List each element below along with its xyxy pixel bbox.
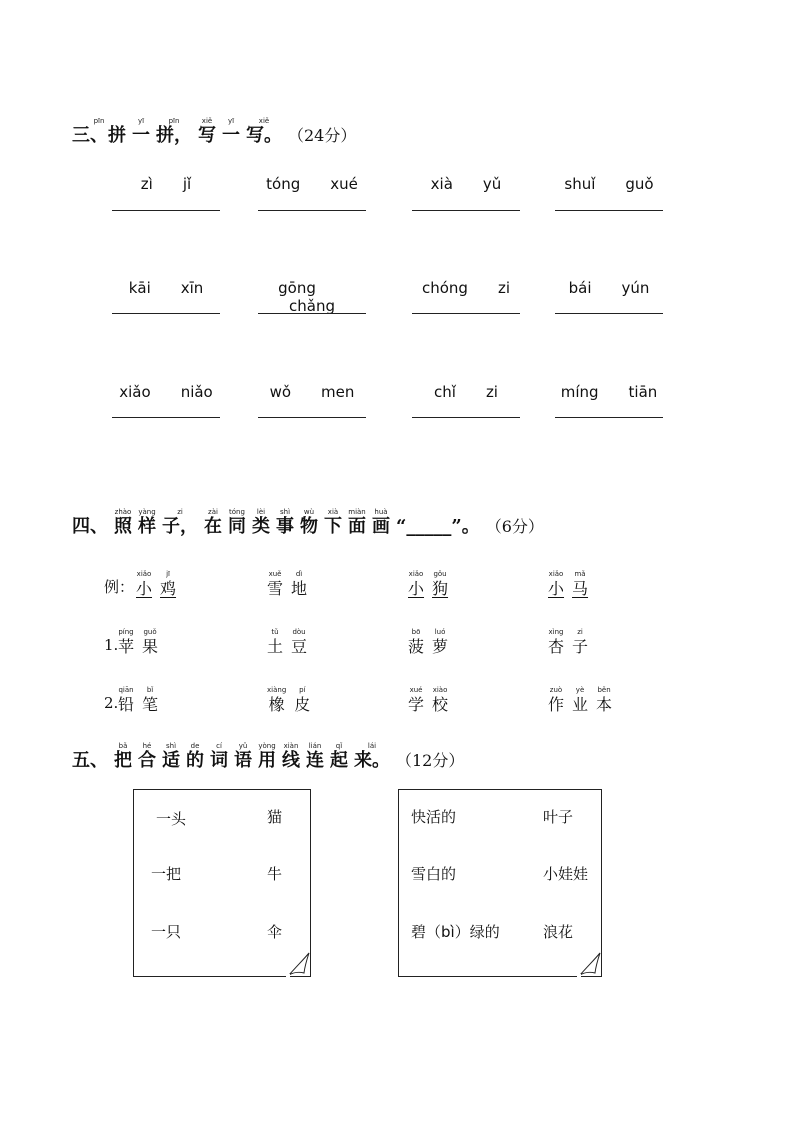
writing-line: [258, 210, 366, 211]
word-char: [294, 686, 310, 715]
hanzi-character: 皮: [294, 695, 311, 714]
pinyin-syllable: yún: [621, 279, 650, 297]
title-char: [324, 508, 342, 537]
title-char: [132, 117, 150, 146]
row-label-text: 2.: [104, 694, 119, 712]
hanzi-character: 菠: [408, 637, 425, 656]
pinyin-word: [258, 175, 366, 193]
match-word: 一头: [156, 810, 187, 828]
pinyin-syllable: zi: [497, 279, 510, 297]
title-char: [306, 742, 324, 771]
hanzi-character: 地: [291, 579, 308, 598]
hanzi-character: 杏: [548, 637, 565, 656]
word-group: [408, 686, 456, 715]
title-char: [114, 742, 132, 771]
word-char: [142, 628, 158, 657]
pinyin-syllable: tóng: [266, 175, 301, 193]
hanzi-character: 样: [138, 516, 156, 537]
pinyin-annotation: běn: [597, 686, 611, 694]
pinyin-annotation: miàn: [348, 508, 366, 516]
writing-line: [112, 417, 220, 418]
writing-line: [258, 417, 366, 418]
pinyin-syllable: men: [321, 383, 355, 401]
pinyin-annotation: qiān: [118, 686, 134, 694]
word-char: [572, 686, 588, 715]
hanzi-character: 业: [572, 695, 589, 714]
hanzi-character: 橡: [268, 695, 285, 714]
pinyin-annotation: huà: [374, 508, 388, 516]
hanzi-character: 子，: [162, 516, 198, 537]
page-curl-icon: [577, 950, 603, 978]
title-char: [222, 117, 240, 146]
word-group: [118, 628, 166, 657]
hanzi-character: 豆: [291, 637, 308, 656]
pinyin-word: [112, 175, 220, 193]
pinyin-annotation: xiǎo: [136, 570, 152, 578]
title-char: [138, 742, 156, 771]
writing-line: [112, 313, 220, 314]
page-curl-icon: [286, 950, 312, 978]
row-label: [104, 635, 118, 655]
pinyin-word: [258, 383, 366, 401]
pinyin-spacer: [486, 508, 544, 517]
match-word: 碧（bì）绿的: [411, 923, 500, 941]
pinyin-syllable: xué: [330, 175, 358, 193]
pinyin-syllable: shuǐ: [564, 175, 596, 193]
title-char: [228, 508, 246, 537]
pinyin-annotation: hé: [142, 742, 152, 750]
section4-title: [72, 508, 550, 537]
title-char: [372, 508, 390, 537]
pinyin-annotation: píng: [118, 628, 134, 636]
word-char: [408, 686, 424, 715]
pinyin-annotation: yè: [575, 686, 585, 694]
title-suffix: [396, 508, 480, 537]
score-label-text: （12分）: [396, 751, 465, 770]
word-char: [432, 570, 448, 599]
word-char: [267, 628, 283, 657]
title-char: [156, 117, 192, 146]
pinyin-annotation: xiǎo: [548, 570, 564, 578]
pinyin-annotation: yī: [137, 117, 145, 125]
pinyin-annotation: pí: [299, 686, 306, 694]
hanzi-character: 的: [186, 750, 204, 771]
pinyin-annotation: xià: [327, 508, 339, 516]
pinyin-annotation: yòng: [258, 742, 276, 750]
section3-title: [72, 117, 362, 146]
pinyin-word: [555, 175, 663, 193]
pinyin-annotation: zi: [177, 508, 183, 516]
pinyin-annotation: xiě: [258, 117, 270, 125]
word-char: [291, 570, 307, 599]
section5-title: [72, 742, 470, 771]
hanzi-character: 面: [348, 516, 366, 537]
hanzi-character: 画: [372, 516, 390, 537]
pinyin-annotation: bō: [411, 628, 421, 636]
match-word: 叶子: [543, 808, 574, 826]
title-char: [198, 117, 216, 146]
word-char: [408, 628, 424, 657]
pinyin-syllable: niǎo: [180, 383, 213, 401]
hanzi-character: 三、拼: [72, 125, 126, 146]
word-group: [136, 570, 184, 599]
writing-line: [412, 313, 520, 314]
title-char: [348, 508, 366, 537]
pinyin-word: [112, 279, 220, 297]
match-word: 一只: [151, 923, 182, 941]
pinyin-annotation: de: [190, 742, 200, 750]
pinyin-annotation: luó: [434, 628, 446, 636]
row-label: [104, 693, 118, 713]
hanzi-character: 来。: [354, 750, 390, 771]
score-label-text: （6分）: [485, 517, 544, 536]
hanzi-character: 小: [136, 579, 153, 598]
hanzi-character: 类: [252, 516, 270, 537]
title-char: [162, 508, 198, 537]
pinyin-annotation: xiàng: [267, 686, 287, 694]
score-label: [486, 508, 544, 537]
title-char: [72, 117, 126, 146]
pinyin-word: [555, 279, 663, 297]
pinyin-syllable: bái: [568, 279, 592, 297]
pinyin-syllable: míng: [560, 383, 599, 401]
pinyin-annotation: xiàn: [283, 742, 299, 750]
pinyin-spacer: [396, 742, 464, 751]
hanzi-character: 拼，: [156, 125, 192, 146]
hanzi-character: 果: [142, 637, 159, 656]
word-char: [596, 686, 612, 715]
pinyin-annotation: yàng: [138, 508, 156, 516]
hanzi-character: 铅: [118, 695, 135, 714]
hanzi-character: 合: [138, 750, 156, 771]
pinyin-annotation: guǒ: [143, 628, 157, 636]
word-char: [267, 686, 286, 715]
pinyin-word: [412, 175, 520, 193]
word-group: [548, 570, 596, 599]
pinyin-annotation: tóng: [229, 508, 245, 516]
word-group: [267, 570, 315, 599]
score-label: [288, 117, 356, 146]
pinyin-syllable: chóng: [421, 279, 468, 297]
pinyin-word: [555, 383, 663, 401]
hanzi-character: 在: [204, 516, 222, 537]
pinyin-annotation: yǔ: [238, 742, 248, 750]
match-word: 浪花: [543, 923, 574, 941]
hanzi-character: 鸡: [160, 579, 177, 598]
match-word: 小娃娃: [543, 865, 589, 883]
pinyin-annotation: zi: [577, 628, 583, 636]
hanzi-character: 萝: [432, 637, 449, 656]
pinyin-syllable: xiǎo: [119, 383, 151, 401]
pinyin-word: [258, 279, 366, 315]
pinyin-annotation: xiào: [432, 686, 448, 694]
word-char: [136, 570, 152, 599]
pinyin-syllable: kāi: [128, 279, 151, 297]
title-char: [114, 508, 132, 537]
writing-line: [258, 313, 366, 314]
hanzi-character: 照: [114, 516, 132, 537]
hanzi-character: 物: [300, 516, 318, 537]
pinyin-spacer: [288, 117, 356, 126]
title-char: [204, 508, 222, 537]
pinyin-annotation: zhào: [114, 508, 132, 516]
hanzi-character: 子: [572, 637, 589, 656]
pinyin-syllable: chǎng: [289, 297, 335, 315]
pinyin-syllable: wǒ: [269, 383, 292, 401]
pinyin-annotation: bǎ: [118, 742, 128, 750]
hanzi-character: 一: [132, 125, 150, 146]
row-label-text: 例：: [104, 578, 135, 596]
title-char: [354, 742, 390, 771]
word-char: [548, 686, 564, 715]
title-char: [210, 742, 228, 771]
pinyin-annotation: tǔ: [271, 628, 279, 636]
pinyin-annotation: wù: [303, 508, 315, 516]
word-group: [267, 686, 318, 715]
pinyin-annotation: jī: [166, 570, 170, 578]
hanzi-character: 把: [114, 750, 132, 771]
word-group: [118, 686, 166, 715]
pinyin-annotation: lèi: [256, 508, 266, 516]
pinyin-syllable: xīn: [180, 279, 204, 297]
pinyin-annotation: lái: [367, 742, 377, 750]
hanzi-character: 校: [432, 695, 449, 714]
pinyin-annotation: dòu: [292, 628, 306, 636]
title-char: [276, 508, 294, 537]
hanzi-character: 连: [306, 750, 324, 771]
word-char: [572, 628, 588, 657]
pinyin-syllable: chǐ: [434, 383, 456, 401]
word-char: [267, 570, 283, 599]
pinyin-annotation: shì: [165, 742, 177, 750]
word-group: [408, 628, 456, 657]
word-group: [408, 570, 456, 599]
pinyin-annotation: zuò: [549, 686, 563, 694]
writing-line: [555, 313, 663, 314]
hanzi-character: 马: [572, 579, 589, 598]
hanzi-character: 笔: [142, 695, 159, 714]
writing-line: [555, 417, 663, 418]
hanzi-character: 起: [330, 750, 348, 771]
word-char: [408, 570, 424, 599]
word-group: [548, 686, 620, 715]
pinyin-annotation: pīn: [93, 117, 105, 125]
hanzi-character: 下: [324, 516, 342, 537]
hanzi-character: 线: [282, 750, 300, 771]
pinyin-annotation: lián: [308, 742, 322, 750]
hanzi-character: 小: [548, 579, 565, 598]
title-prefix-text: 四、: [72, 516, 108, 537]
word-group: [548, 628, 596, 657]
title-suffix-text: “_____”。: [396, 516, 480, 537]
hanzi-character: 雪: [267, 579, 284, 598]
word-char: [118, 628, 134, 657]
pinyin-annotation: xué: [409, 686, 423, 694]
title-char: [330, 742, 348, 771]
word-char: [118, 686, 134, 715]
word-char: [548, 628, 564, 657]
match-word: 快活的: [411, 808, 457, 826]
pinyin-annotation: cí: [216, 742, 222, 750]
pinyin-annotation: dì: [295, 570, 303, 578]
hanzi-character: 适: [162, 750, 180, 771]
score-label: [396, 742, 464, 771]
hanzi-character: 语: [234, 750, 252, 771]
pinyin-annotation: mǎ: [574, 570, 586, 578]
hanzi-character: 小: [408, 579, 425, 598]
writing-line: [412, 210, 520, 211]
pinyin-syllable: gōng: [278, 279, 316, 297]
hanzi-character: 苹: [118, 637, 135, 656]
pinyin-annotation: yī: [227, 117, 235, 125]
pinyin-annotation: zài: [208, 508, 218, 516]
title-char: [186, 742, 204, 771]
pinyin-annotation: xiě: [201, 117, 213, 125]
hanzi-character: 写: [198, 125, 216, 146]
pinyin-syllable: yǔ: [482, 175, 502, 193]
word-char: [291, 628, 307, 657]
hanzi-character: 一: [222, 125, 240, 146]
title-char: [252, 508, 270, 537]
pinyin-annotation: gǒu: [433, 570, 447, 578]
pinyin-syllable: tiān: [628, 383, 658, 401]
match-word: 猫: [267, 808, 283, 826]
title-char: [258, 742, 276, 771]
hanzi-character: 土: [267, 637, 284, 656]
pinyin-annotation: xìng: [548, 628, 564, 636]
pinyin-annotation: xiǎo: [408, 570, 424, 578]
writing-line: [112, 210, 220, 211]
writing-line: [412, 417, 520, 418]
word-char: [142, 686, 158, 715]
writing-line: [555, 210, 663, 211]
match-word: 一把: [151, 865, 182, 883]
title-char: [234, 742, 252, 771]
hanzi-character: 用: [258, 750, 276, 771]
hanzi-character: 学: [408, 695, 425, 714]
match-word: 雪白的: [411, 865, 457, 883]
title-prefix: [72, 742, 108, 771]
hanzi-character: 写。: [246, 125, 282, 146]
hanzi-character: 本: [596, 695, 613, 714]
hanzi-character: 词: [210, 750, 228, 771]
pinyin-annotation: shì: [279, 508, 291, 516]
title-prefix-text: 五、: [72, 750, 108, 771]
pinyin-annotation: xuě: [268, 570, 282, 578]
pinyin-syllable: zi: [485, 383, 498, 401]
match-word: 牛: [267, 865, 283, 883]
match-word: 伞: [267, 923, 283, 941]
word-char: [160, 570, 176, 599]
pinyin-annotation: qǐ: [335, 742, 343, 750]
title-char: [246, 117, 282, 146]
row-label-text: 1.: [104, 636, 119, 654]
title-prefix: [72, 508, 108, 537]
pinyin-annotation: pīn: [168, 117, 180, 125]
pinyin-annotation: bǐ: [146, 686, 154, 694]
pinyin-word: [112, 383, 220, 401]
word-char: [572, 570, 588, 599]
pinyin-word: [412, 279, 520, 297]
hanzi-character: 同: [228, 516, 246, 537]
word-group: [267, 628, 315, 657]
hanzi-character: 作: [548, 695, 565, 714]
title-char: [162, 742, 180, 771]
word-char: [432, 686, 448, 715]
pinyin-syllable: xià: [430, 175, 453, 193]
score-label-text: （24分）: [288, 126, 357, 145]
hanzi-character: 狗: [432, 579, 449, 598]
pinyin-syllable: jǐ: [182, 175, 192, 193]
pinyin-syllable: zì: [140, 175, 153, 193]
pinyin-syllable: guǒ: [625, 175, 654, 193]
row-label: [104, 577, 134, 597]
hanzi-character: 事: [276, 516, 294, 537]
word-char: [432, 628, 448, 657]
pinyin-word: [412, 383, 520, 401]
title-char: [300, 508, 318, 537]
word-char: [548, 570, 564, 599]
title-char: [282, 742, 300, 771]
title-char: [138, 508, 156, 537]
